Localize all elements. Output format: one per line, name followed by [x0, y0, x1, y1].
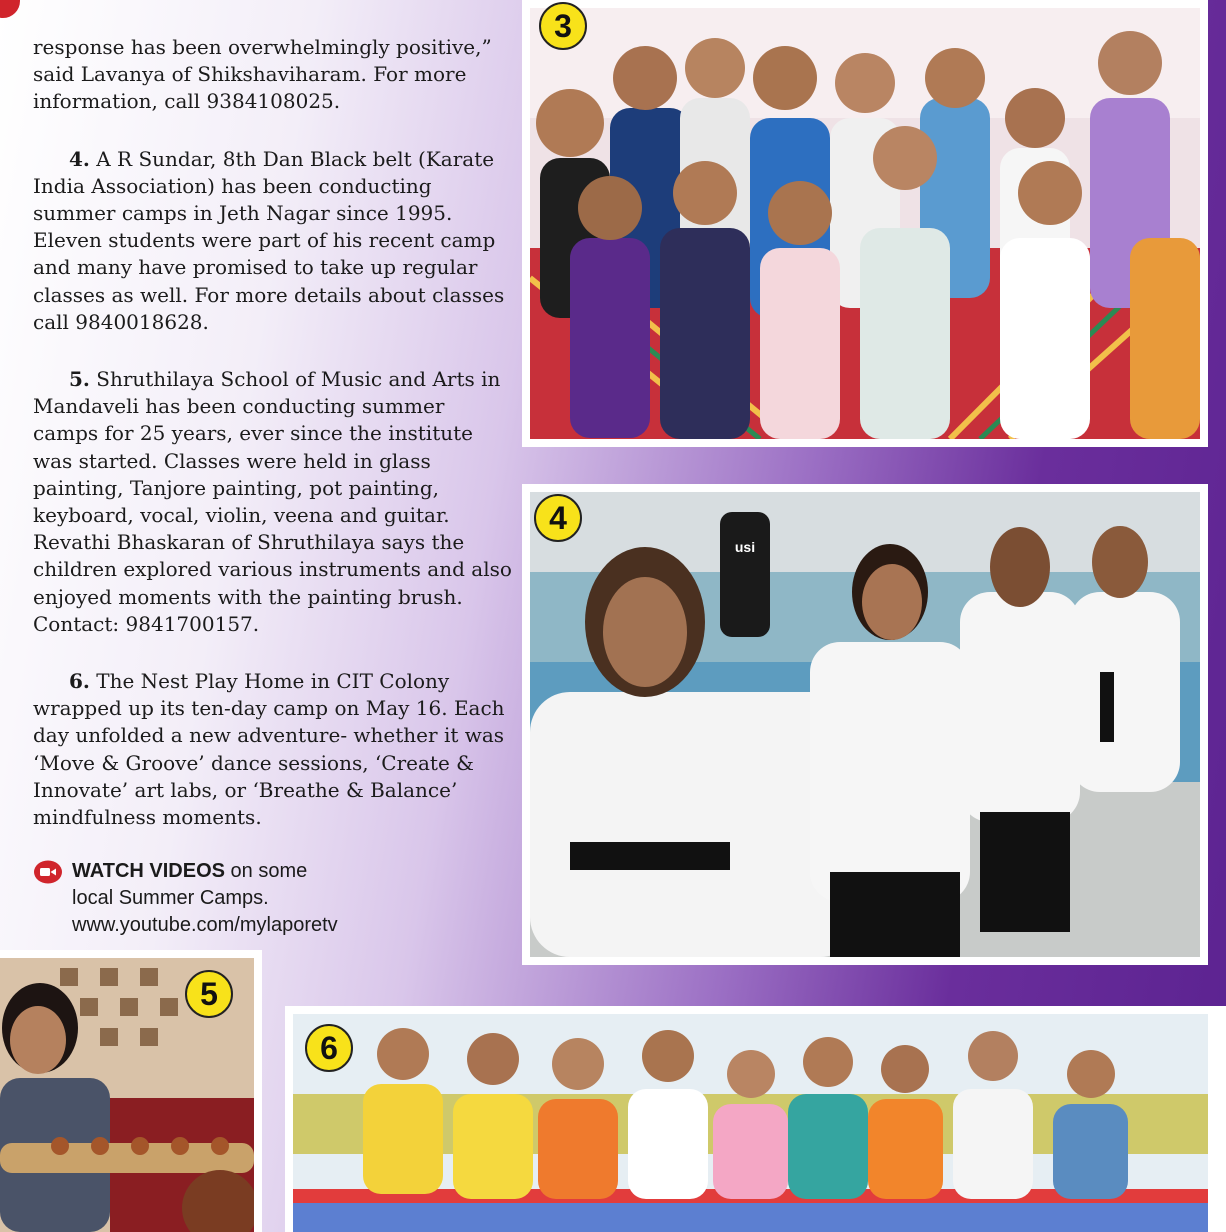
- photo-4-image: [530, 492, 1200, 957]
- photo-3-number-badge: 3: [539, 2, 587, 50]
- photo-4-number-badge: 4: [534, 494, 582, 542]
- photo-3-children-with-crafts: [522, 0, 1208, 447]
- article-body: [33, 34, 513, 861]
- watch-videos-line-2: local Summer Camps.: [72, 887, 269, 909]
- item-number: 6.: [69, 669, 90, 694]
- punching-bag-brand-text: usi: [734, 539, 756, 555]
- photo-5-number-badge: 5: [185, 970, 233, 1018]
- article-paragraph-item-4: [33, 146, 513, 336]
- photo-6-number-badge: 6: [305, 1024, 353, 1072]
- youtube-link[interactable]: www.youtube.com/mylaporetv: [72, 914, 338, 936]
- photo-5-veena-teacher: [0, 950, 262, 1232]
- photo-6-image: [293, 1014, 1208, 1232]
- watch-videos-line-1: [33, 858, 393, 885]
- photo-3-image: [530, 8, 1200, 439]
- watch-videos-callout[interactable]: [33, 858, 393, 939]
- item-text: A R Sundar, 8th Dan Black belt (Karate India Association) has been conducting summer camps in Jeth Nagar since 1995. Eleven students were part of his recent camp and many have promised to take up regular classes as well. For more details about classes call 9840018628.: [33, 146, 505, 334]
- item-text: Shruthilaya School of Music and Arts in Mandaveli has been conducting summer camps for 25 years, ever since the institute was started. Classes were held in glass painting, Tanjore painting, pot painting, keyboard, vocal, violin, veena and guitar. Revathi Bhaskaran of Shruthilaya says the children explored various instruments and also enjoyed moments with the painting brush. Contact: 9841700157.: [33, 367, 512, 636]
- item-number: 5.: [69, 367, 90, 392]
- watch-videos-label: WATCH VIDEOS: [72, 860, 225, 882]
- item-text: The Nest Play Home in CIT Colony wrapped up its ten-day camp on May 16. Each day unfolded a new adventure- whether it was ‘Move & Groove’ dance sessions, ‘Create & Innovate’ art labs, or ‘Breathe & Balance’ mindfulness moments.: [33, 669, 505, 830]
- photo-6-play-home-children: [285, 1006, 1226, 1232]
- corner-accent-dot: [0, 0, 20, 18]
- watch-videos-rest: on some: [224, 860, 308, 882]
- article-paragraph-item-5: [33, 366, 513, 638]
- article-paragraph-item-6: [33, 668, 513, 831]
- item-number: 4.: [69, 146, 90, 171]
- video-camera-icon: [33, 860, 63, 884]
- photo-4-karate-students: [522, 484, 1208, 965]
- article-paragraph-opening: response has been overwhelmingly positive,” said Lavanya of Shikshaviharam. For more information, call 9384108025.: [33, 35, 492, 114]
